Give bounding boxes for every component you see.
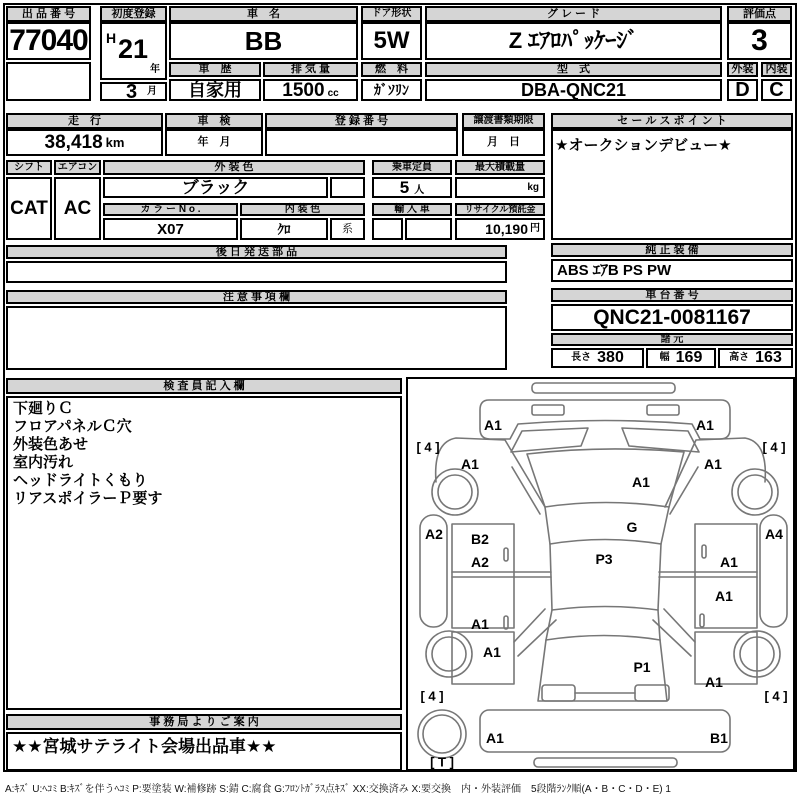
interior-grade-value: C: [761, 79, 792, 101]
interior-color-suffix: 系: [330, 218, 365, 240]
office-notice-value: ★★宮城サテライト会場出品車★★: [6, 732, 402, 771]
height-value: 163: [755, 349, 782, 366]
month-unit: 月: [147, 86, 157, 97]
model-code-value: DBA-QNC21: [425, 79, 722, 101]
cautions-value: [6, 306, 507, 370]
auction-no-empty-cell: [6, 62, 91, 101]
specs-header: 諸 元: [551, 333, 793, 346]
spec-height-cell: [718, 348, 793, 368]
interior-grade-header: 内装: [761, 62, 792, 77]
height-label: 高さ: [729, 352, 750, 363]
length-label: 長さ: [571, 352, 592, 363]
damage-code-legend: A:ｷｽﾞ U:ﾍｺﾐ B:ｷｽﾞを伴うﾍｺﾐ P:要塗装 W:補修跡 S:錆 C:腐食 G:ﾌﾛﾝﾄｶﾞﾗｽ点ｷｽﾞ XX:交換済み X:要交換 内・外装評価 5段階ﾗﾝｸ順(A・B・C・D・E) 1: [5, 784, 671, 795]
label-quarter-right: A1: [705, 674, 723, 690]
label-tire-rear-left: [ 4 ]: [420, 688, 444, 704]
registration-no-header: 登 録 番 号: [265, 113, 458, 129]
inspector-note-line: 室内汚れ: [13, 454, 74, 471]
sales-point-header: セ ー ル ス ポ イ ン ト: [551, 113, 793, 129]
label-fender-right: A1: [704, 456, 722, 472]
grade-value: Z ｴｱﾛﾊﾟｯｹｰｼﾞ: [425, 22, 722, 60]
inspector-note-line: 下廻りＣ: [13, 400, 74, 417]
label-rear-door-right: A1: [715, 588, 733, 604]
recycle-unit: 円: [530, 223, 540, 234]
transfer-deadline-header: 譲渡書類期限: [462, 113, 545, 129]
shift-header: シフト: [6, 160, 52, 175]
chassis-no-value: QNC21-0081167: [551, 304, 793, 331]
capacity-number: 5: [399, 178, 410, 197]
import-car-header: 輸 入 車: [372, 203, 452, 216]
label-rear-bumper-right: B1: [710, 730, 728, 746]
import-car-cell-2: [405, 218, 452, 240]
interior-color-header: 内 装 色: [240, 203, 365, 216]
capacity-value: [372, 177, 452, 198]
damage-diagram: [406, 377, 795, 771]
cautions-header: 注 意 事 項 欄: [6, 290, 507, 304]
displacement-unit: cc: [327, 88, 339, 99]
later-parts-value: [6, 261, 507, 283]
door-shape-value: 5W: [361, 22, 422, 60]
inspection-header: 車 検: [165, 113, 263, 129]
label-front-bumper-left: A1: [484, 417, 502, 433]
label-rocker-right: A4: [765, 526, 783, 542]
label-front-door-right: A1: [720, 554, 738, 570]
first-registration-month-cell: [100, 82, 167, 101]
label-windshield: A1: [632, 474, 650, 490]
inspector-note-line: リアスポイラーＰ要す: [13, 490, 163, 507]
mileage-unit: km: [105, 135, 125, 150]
car-name-header: 車 名: [169, 6, 358, 22]
label-rocker-left: A2: [425, 526, 443, 542]
label-front-door-left-top: B2: [471, 531, 489, 547]
mileage-number: 38,418: [44, 132, 103, 153]
exterior-color-value: ブラック: [103, 177, 328, 198]
width-value: 169: [675, 349, 703, 366]
recycle-deposit-header: リサイクル預託金: [455, 203, 545, 216]
label-rear-gate: P1: [633, 659, 651, 675]
label-windshield-glass: G: [626, 519, 638, 535]
shift-value: CAT: [6, 177, 52, 240]
car-name-value: BB: [169, 22, 358, 60]
label-quarter-left: A1: [483, 644, 501, 660]
import-car-cell-1: [372, 218, 403, 240]
aircon-header: エアコン: [54, 160, 101, 175]
max-load-header: 最大積載量: [455, 160, 545, 175]
recycle-number: 10,190: [485, 221, 528, 237]
genuine-equipment-value: ABS ｴｱB PS PW: [551, 259, 793, 282]
later-parts-header: 後 日 発 送 部 品: [6, 245, 507, 259]
inspector-note-line: フロアパネルＣ穴: [13, 418, 132, 435]
color-no-header: カ ラ ー N o .: [103, 203, 238, 216]
inspector-note-line: ヘッドライトくもり: [13, 472, 148, 489]
label-spare-tire: [ T ]: [430, 754, 454, 770]
sales-point-box: [551, 129, 793, 240]
first-registration-month: 3: [126, 81, 138, 103]
car-outline-drawing: [408, 379, 793, 769]
car-history-value: 自家用: [169, 79, 261, 101]
score-header: 評価点: [727, 6, 792, 22]
label-rear-door-left: A1: [471, 616, 489, 632]
registration-no-value: [265, 129, 458, 156]
first-registration-header: 初度登録: [100, 6, 167, 22]
exterior-color-sub-cell: [330, 177, 365, 198]
door-shape-header: ドア形状: [361, 6, 422, 22]
displacement-number: 1500: [282, 79, 325, 101]
spec-width-cell: [646, 348, 716, 368]
model-code-header: 型 式: [425, 62, 722, 77]
color-no-value: X07: [103, 218, 238, 240]
mileage-value: [6, 129, 163, 156]
inspector-notes-header: 検 査 員 記 入 欄: [6, 378, 402, 394]
chassis-no-header: 車 台 番 号: [551, 288, 793, 302]
length-value: 380: [597, 349, 624, 366]
recycle-deposit-value: [455, 218, 545, 240]
grade-header: グ レ ー ド: [425, 6, 722, 22]
score-value: 3: [727, 22, 792, 60]
displacement-header: 排 気 量: [263, 62, 358, 77]
first-registration-year: 21: [118, 34, 149, 64]
sales-point-text: ★オークションデビュー★: [555, 137, 732, 154]
inspection-value: 年 月: [165, 129, 263, 156]
capacity-header: 乗車定員: [372, 160, 452, 175]
auction-no-value: 77040: [6, 22, 91, 60]
label-front-door-left-bottom: A2: [471, 554, 489, 570]
office-notice-header: 事 務 局 よ り ご 案 内: [6, 714, 402, 730]
label-tire-front-left: [ 4 ]: [416, 439, 440, 455]
year-unit: 年: [150, 64, 160, 75]
exterior-grade-header: 外装: [727, 62, 758, 77]
mileage-header: 走 行: [6, 113, 163, 129]
label-roof: P3: [595, 551, 613, 567]
aircon-value: AC: [54, 177, 101, 240]
genuine-equipment-header: 純 正 装 備: [551, 243, 793, 257]
label-front-bumper-right: A1: [696, 417, 714, 433]
auction-no-header: 出 品 番 号: [6, 6, 91, 22]
exterior-grade-value: D: [727, 79, 758, 101]
capacity-unit: 人: [414, 185, 425, 196]
transfer-deadline-value: 月 日: [462, 129, 545, 156]
label-rear-bumper-left: A1: [486, 730, 504, 746]
width-label: 幅: [659, 352, 670, 363]
inspector-note-line: 外装色あせ: [13, 436, 89, 453]
label-tire-front-right: [ 4 ]: [762, 439, 786, 455]
max-load-value: kg: [455, 177, 545, 198]
label-tire-rear-right: [ 4 ]: [764, 688, 788, 704]
exterior-color-header: 外 装 色: [103, 160, 365, 175]
fuel-header: 燃 料: [361, 62, 422, 77]
fuel-value: ｶﾞｿﾘﾝ: [361, 79, 422, 101]
label-fender-left: A1: [461, 456, 479, 472]
interior-color-value: ｸﾛ: [240, 218, 328, 240]
spec-length-cell: [551, 348, 644, 368]
car-history-header: 車 歴: [169, 62, 261, 77]
inspector-notes-box: [6, 396, 402, 710]
displacement-value: [263, 79, 358, 101]
first-registration-year-cell: [100, 22, 167, 80]
era-letter: H: [106, 30, 117, 46]
